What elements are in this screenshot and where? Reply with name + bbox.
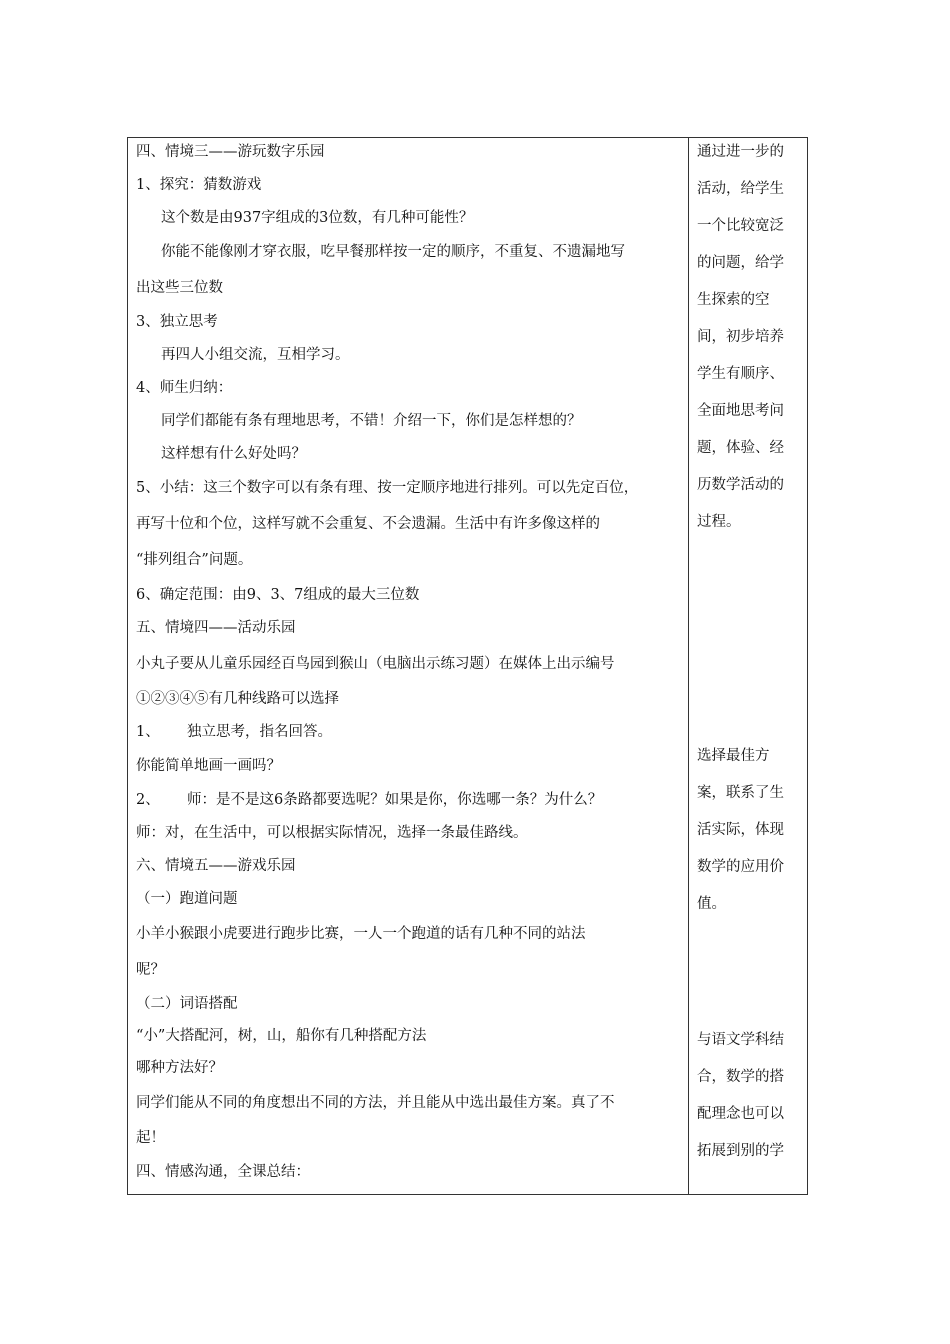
note-line: 的问题，给学 bbox=[697, 255, 784, 271]
column-divider bbox=[688, 137, 689, 1195]
note-line: 值。 bbox=[697, 896, 726, 912]
note-line: 一个比较宽泛 bbox=[697, 218, 784, 234]
text-line: 这样想有什么好处吗？ bbox=[161, 446, 306, 462]
heading-situation-four: 五、情境四——活动乐园 bbox=[136, 620, 296, 636]
note-line: 与语文学科结 bbox=[697, 1032, 784, 1048]
text-line: 哪种方法好？ bbox=[136, 1060, 223, 1076]
text-line: 小丸子要从儿童乐园经百鸟园到猴山（电脑出示练习题）在媒体上出示编号 bbox=[136, 656, 615, 672]
note-line: 配理念也可以 bbox=[697, 1106, 784, 1122]
text-line: 再四人小组交流，互相学习。 bbox=[161, 347, 350, 363]
text-line: 再写十位和个位，这样写就不会重复、不会遗漏。生活中有许多像这样的 bbox=[136, 516, 600, 532]
note-line: 生探索的空 bbox=[697, 292, 770, 308]
note-line: 选择最佳方 bbox=[697, 748, 770, 764]
note-line: 合，数学的搭 bbox=[697, 1069, 784, 1085]
heading-summary: 四、情感沟通，全课总结： bbox=[136, 1164, 310, 1180]
step-summarize: 4、师生归纳： bbox=[136, 380, 233, 396]
text-line: 师：是不是这6条路都要选呢？如果是你，你选哪一条？为什么？ bbox=[187, 792, 603, 808]
note-line: 活动，给学生 bbox=[697, 181, 784, 197]
step-conclusion: 5、小结：这三个数字可以有条有理、按一定顺序地进行排列。可以先定百位， bbox=[136, 480, 639, 496]
list-number: 2、 bbox=[136, 792, 160, 808]
heading-situation-three: 四、情境三——游玩数字乐园 bbox=[136, 144, 325, 160]
text-line: 出这些三位数 bbox=[136, 280, 223, 296]
step-think: 3、独立思考 bbox=[136, 314, 218, 330]
text-line: “小”大搭配河，树，山，船你有几种搭配方法 bbox=[136, 1028, 427, 1044]
step-range: 6、确定范围：由9、3、7组成的最大三位数 bbox=[136, 587, 420, 603]
text-line: 同学们都能有条有理地思考，不错！介绍一下，你们是怎样想的？ bbox=[161, 413, 582, 429]
text-line: 你能不能像刚才穿衣服，吃早餐那样按一定的顺序，不重复、不遗漏地写 bbox=[161, 244, 625, 260]
note-line: 历数学活动的 bbox=[697, 477, 784, 493]
note-line: 间，初步培养 bbox=[697, 329, 784, 345]
note-line: 数学的应用价 bbox=[697, 859, 784, 875]
text-line: ①②③④⑤有几种线路可以选择 bbox=[136, 691, 339, 707]
list-number: 1、 bbox=[136, 724, 160, 740]
note-line: 拓展到别的学 bbox=[697, 1143, 784, 1159]
text-line: 起！ bbox=[136, 1130, 165, 1146]
step-explore: 1、探究：猜数游戏 bbox=[136, 177, 262, 193]
subheading-track: （一）跑道问题 bbox=[136, 891, 238, 907]
note-line: 题，体验、经 bbox=[697, 440, 784, 456]
text-line: “排列组合”问题。 bbox=[136, 552, 253, 568]
note-line: 活实际，体现 bbox=[697, 822, 784, 838]
heading-situation-five: 六、情境五——游戏乐园 bbox=[136, 858, 296, 874]
note-line: 学生有顺序、 bbox=[697, 366, 784, 382]
text-line: 独立思考，指名回答。 bbox=[187, 724, 332, 740]
note-line: 过程。 bbox=[697, 514, 741, 530]
text-line: 小羊小猴跟小虎要进行跑步比赛，一人一个跑道的话有几种不同的站法 bbox=[136, 926, 586, 942]
note-line: 案，联系了生 bbox=[697, 785, 784, 801]
text-line: 你能简单地画一画吗？ bbox=[136, 758, 281, 774]
subheading-words: （二）词语搭配 bbox=[136, 996, 238, 1012]
text-line: 同学们能从不同的角度想出不同的方法，并且能从中选出最佳方案。真了不 bbox=[136, 1095, 615, 1111]
text-line: 呢？ bbox=[136, 962, 165, 978]
note-line: 全面地思考问 bbox=[697, 403, 784, 419]
text-line: 这个数是由937字组成的3位数，有几种可能性？ bbox=[161, 210, 474, 226]
text-line: 师：对，在生活中，可以根据实际情况，选择一条最佳路线。 bbox=[136, 825, 528, 841]
note-line: 通过进一步的 bbox=[697, 144, 784, 160]
